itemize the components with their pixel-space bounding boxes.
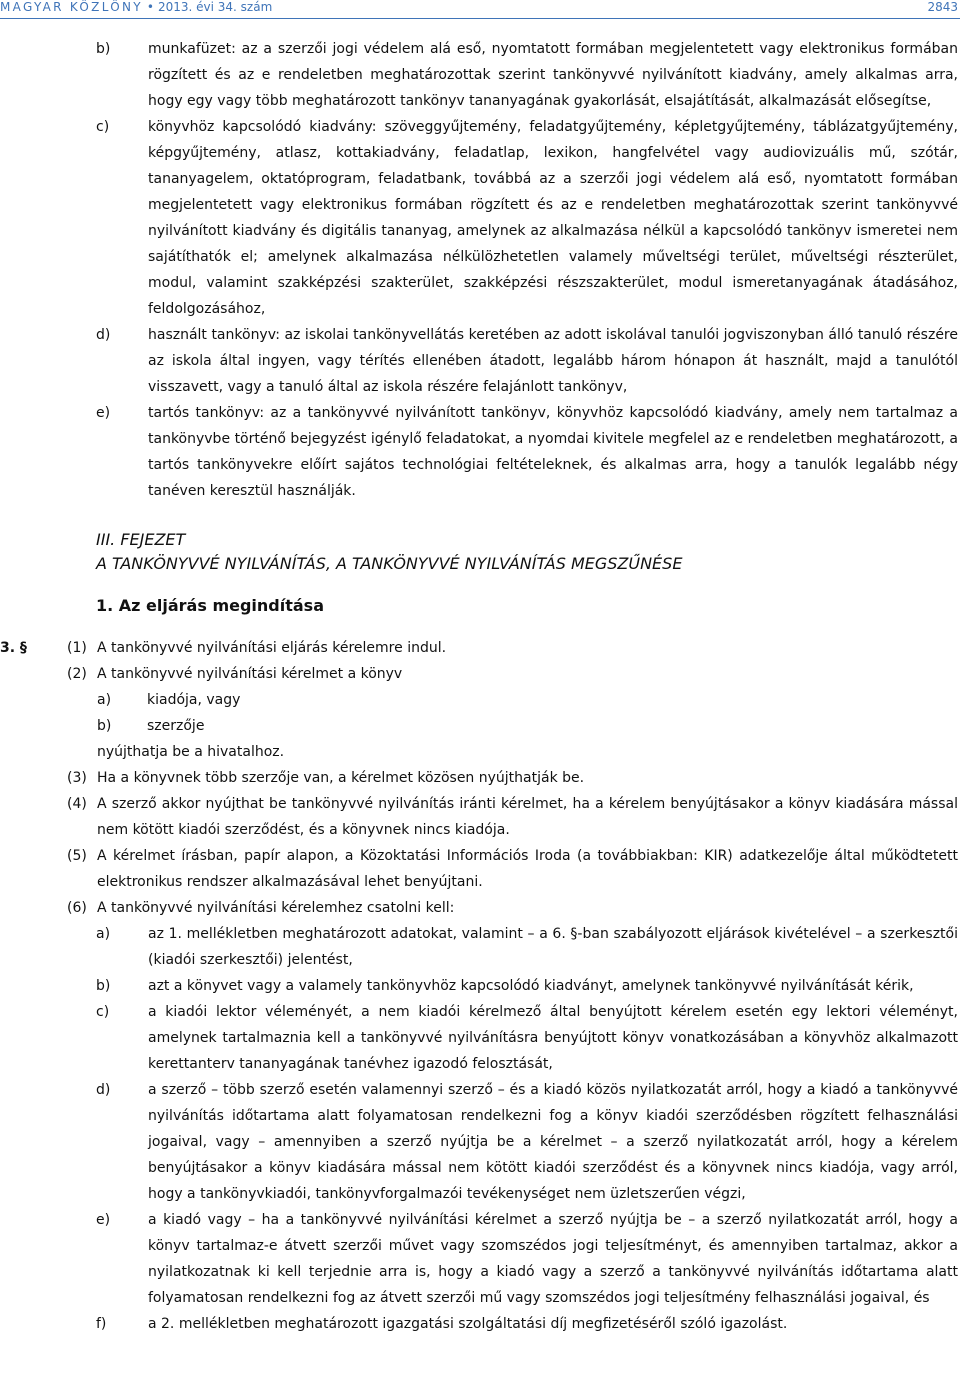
definition-text: tartós tankönyv: az a tankönyvvé nyilvánított tankönyv, könyvhöz kapcsolódó kiadvány, amely nem tartalmaz a tankönyvbe történő bejegyzést igénylő feladatokat, a nyomdai kivitele megfelel az e rendeletben meghatározott, a tartós tankönyvekre előírt sajátos technológiai feltételeknek, és alkalmas arra, hogy a tanulók legalább négy tanéven keresztül használják. <box>148 405 958 499</box>
subparagraph-1 <box>0 635 960 661</box>
definition-c <box>0 114 960 322</box>
definition-text: munkafüzet: az a szerzői jogi védelem alá eső, nyomtatott formában megjelentetett vagy elektronikus formában rögzített és az e rendeletben meghatározottak szerint tankönyvvé nyilvánított kiadvány, amely alkalmas arra, hogy egy vagy több meghatározott tankönyv tananyagának gyakorlását, elsajátítását, alkalmazását elősegítse, <box>148 41 958 109</box>
definition-d <box>0 322 960 400</box>
header-rule <box>0 18 960 19</box>
definition-label: d) <box>96 327 111 343</box>
definition-e <box>0 400 960 504</box>
paragraph-3 <box>0 635 960 1337</box>
subparagraph-number: (3) <box>67 770 87 786</box>
document-body <box>0 36 960 1337</box>
subparagraph-number: (1) <box>67 640 87 656</box>
subparagraph-6 <box>0 895 960 921</box>
subparagraph-body <box>97 661 960 765</box>
subparagraph-4 <box>0 791 960 843</box>
attachment-item-f <box>0 1311 960 1337</box>
definition-b <box>0 36 960 114</box>
section-title: 1. Az eljárás megindítása <box>96 596 324 615</box>
subparagraph-text: A szerző akkor nyújthat be tankönyvvé nyilvánítás iránti kérelmet, ha a kérelem benyújtásakor a könyv kiadására mással nem kötött kiadói szerződést, és a könyvnek nincs kiadója. <box>97 796 958 838</box>
list-item-text: a 2. mellékletben meghatározott igazgatási szolgáltatási díj megfizetéséről szóló igazolást. <box>148 1316 788 1332</box>
chapter-title: A TANKÖNYVVÉ NYILVÁNÍTÁS, A TANKÖNYVVÉ NYILVÁNÍTÁS MEGSZŰNÉSE <box>96 554 683 573</box>
header-bullet: • <box>146 0 154 14</box>
subparagraph-intro: A tankönyvvé nyilvánítási kérelmet a könyv <box>97 666 403 682</box>
paragraph-mark: 3. § <box>0 640 27 656</box>
list-item-label: b) <box>96 978 111 994</box>
subparagraph-5 <box>0 843 960 895</box>
subparagraph-text: A tankönyvvé nyilvánítási eljárás kérelemre indul. <box>97 640 447 656</box>
subparagraph-text: Ha a könyvnek több szerzője van, a kérelmet közösen nyújthatják be. <box>97 770 585 786</box>
list-item-label: a) <box>96 926 111 942</box>
subparagraph-number: (4) <box>67 796 87 812</box>
running-header <box>0 0 960 22</box>
subparagraph-number: (2) <box>67 666 87 682</box>
definition-label: c) <box>96 119 110 135</box>
chapter-number: III. FEJEZET <box>96 530 186 549</box>
subparagraph-3 <box>0 765 960 791</box>
list-item-text: a kiadói lektor véleményét, a nem kiadói kérelmező által benyújtott kérelem esetén egy lektori véleményt, amelynek tartalmaznia kell a tankönyvvé nyilvánításra benyújtott könyv vonatkozásában a könyvhöz alkalmazott kerettanterv tananyagának tanévhez igazodó felosztását, <box>148 1004 958 1072</box>
list-item-text: a kiadó vagy – ha a tankönyvvé nyilvánítási kérelmet a szerző nyújtja be – a szerző nyilatkozatát arról, hogy a könyv tartalmaz-e átvett szerzői művet vagy szomszédos jogi teljesítményt, és amennyiben tartalmaz, akkor a nyilatkozatnak ki kell terjednie arra is, hogy a kiadó vagy a szerző a tankönyvvé nyilvánítás időtartama alatt folyamatosan rendelkezni fog az átvett szerzői mű vagy szomszédos jogi teljesítmény felhasználási jogaival, és <box>148 1212 958 1306</box>
header-left <box>0 0 272 14</box>
subparagraph-number: (6) <box>67 900 87 916</box>
list-item-text: az 1. mellékletben meghatározott adatokat, valamint – a 6. §-ban szabályozott eljárások kivételével – a szerkesztői (kiadói szerkesztői) jelentést, <box>148 926 958 968</box>
list-item-text: kiadója, vagy <box>147 692 241 708</box>
list-item-text: azt a könyvet vagy a valamely tankönyvhöz kapcsolódó kiadványt, amelynek tankönyvvé nyilvánítását kérik, <box>148 978 914 994</box>
list-item-label: f) <box>96 1316 107 1332</box>
attachment-item-b <box>0 973 960 999</box>
subparagraph-number: (5) <box>67 848 87 864</box>
definition-text: használt tankönyv: az iskolai tankönyvellátás keretében az adott iskolával tanulói jogviszonyban álló tanuló részére az iskola által ingyen, vagy térítés ellenében átadott, legalább három hónapon át használt, majd a tanulótól visszavett, vagy a tanuló által az iskola részére felajánlott tankönyv, <box>148 327 958 395</box>
page-number: 2843 <box>927 0 958 14</box>
list-item-text: a szerző – több szerző esetén valamennyi szerző – és a kiadó közös nyilatkozatát arról, hogy a kiadó a tankönyvvé nyilvánítás időtartama alatt folyamatosan rendelkezni fog a könyv kiadói szerződésben rögzített felhasználási jogaival, vagy – amennyiben a szerző nyújtja be a kérelmet – a szerző nyilatkozatát arról, hogy a kérelem benyújtásakor a könyv kiadására mással nem kötött kiadói szerződést és a könyvnek nincs kiadója, vagy arról, hogy a tankönyvkiadói, tankönyvforgalmazói tevékenységet nem üzletszerűen végzi, <box>148 1082 958 1202</box>
subparagraph-text: A kérelmet írásban, papír alapon, a Közoktatási Információs Iroda (a továbbiakban: KIR) adatkezelője által működtetett elektronikus rendszer alkalmazásával lehet benyújtani. <box>97 848 958 890</box>
definition-label: e) <box>96 405 111 421</box>
list-item <box>97 713 958 739</box>
attachment-item-e <box>0 1207 960 1311</box>
list-item-label: b) <box>97 718 112 734</box>
list-item-label: d) <box>96 1082 111 1098</box>
attachment-item-d <box>0 1077 960 1207</box>
subparagraph-2 <box>0 661 960 765</box>
list-item-label: e) <box>96 1212 111 1228</box>
definition-label: b) <box>96 41 111 57</box>
definition-text: könyvhöz kapcsolódó kiadvány: szöveggyűjtemény, feladatgyűjtemény, képletgyűjtemény, táblázatgyűjtemény, képgyűjtemény, atlasz, kottakiadvány, feladatlap, lexikon, hangfelvétel vagy audiovizuális mű, szótár, tananyagelem, oktatóprogram, feladatbank, továbbá az a szerzői jogi védelem alá eső, nyomtatott formában megjelentetett vagy elektronikus formában rögzített és az e rendeletben meghatározottak szerint tankönyvvé nyilvánított kiadvány és digitális tananyag, amelynek az alkalmazása nélkül a kapcsolódó tankönyv ismeretei nem sajátíthatók el; amelynek alkalmazása nélkülözhetetlen valamely műveltségi terület, műveltségi részterület, modul, valamint szakképzési szakterület, szakképzési részszakterület, modul ismeretanyagának átadásához, feldolgozásához, <box>148 119 958 317</box>
subparagraph-outro: nyújthatja be a hivatalhoz. <box>97 744 285 760</box>
publication-name: MAGYAR KÖZLÖNY <box>0 0 143 14</box>
list-item-label: c) <box>96 1004 110 1020</box>
attachment-item-c <box>0 999 960 1077</box>
attachment-item-a <box>0 921 960 973</box>
subparagraph-text: A tankönyvvé nyilvánítási kérelemhez csatolni kell: <box>97 900 455 916</box>
issue-label: 2013. évi 34. szám <box>157 0 273 14</box>
chapter-heading <box>0 528 960 576</box>
list-item-text: szerzője <box>147 718 205 734</box>
list-item-label: a) <box>97 692 112 708</box>
list-item <box>97 687 958 713</box>
